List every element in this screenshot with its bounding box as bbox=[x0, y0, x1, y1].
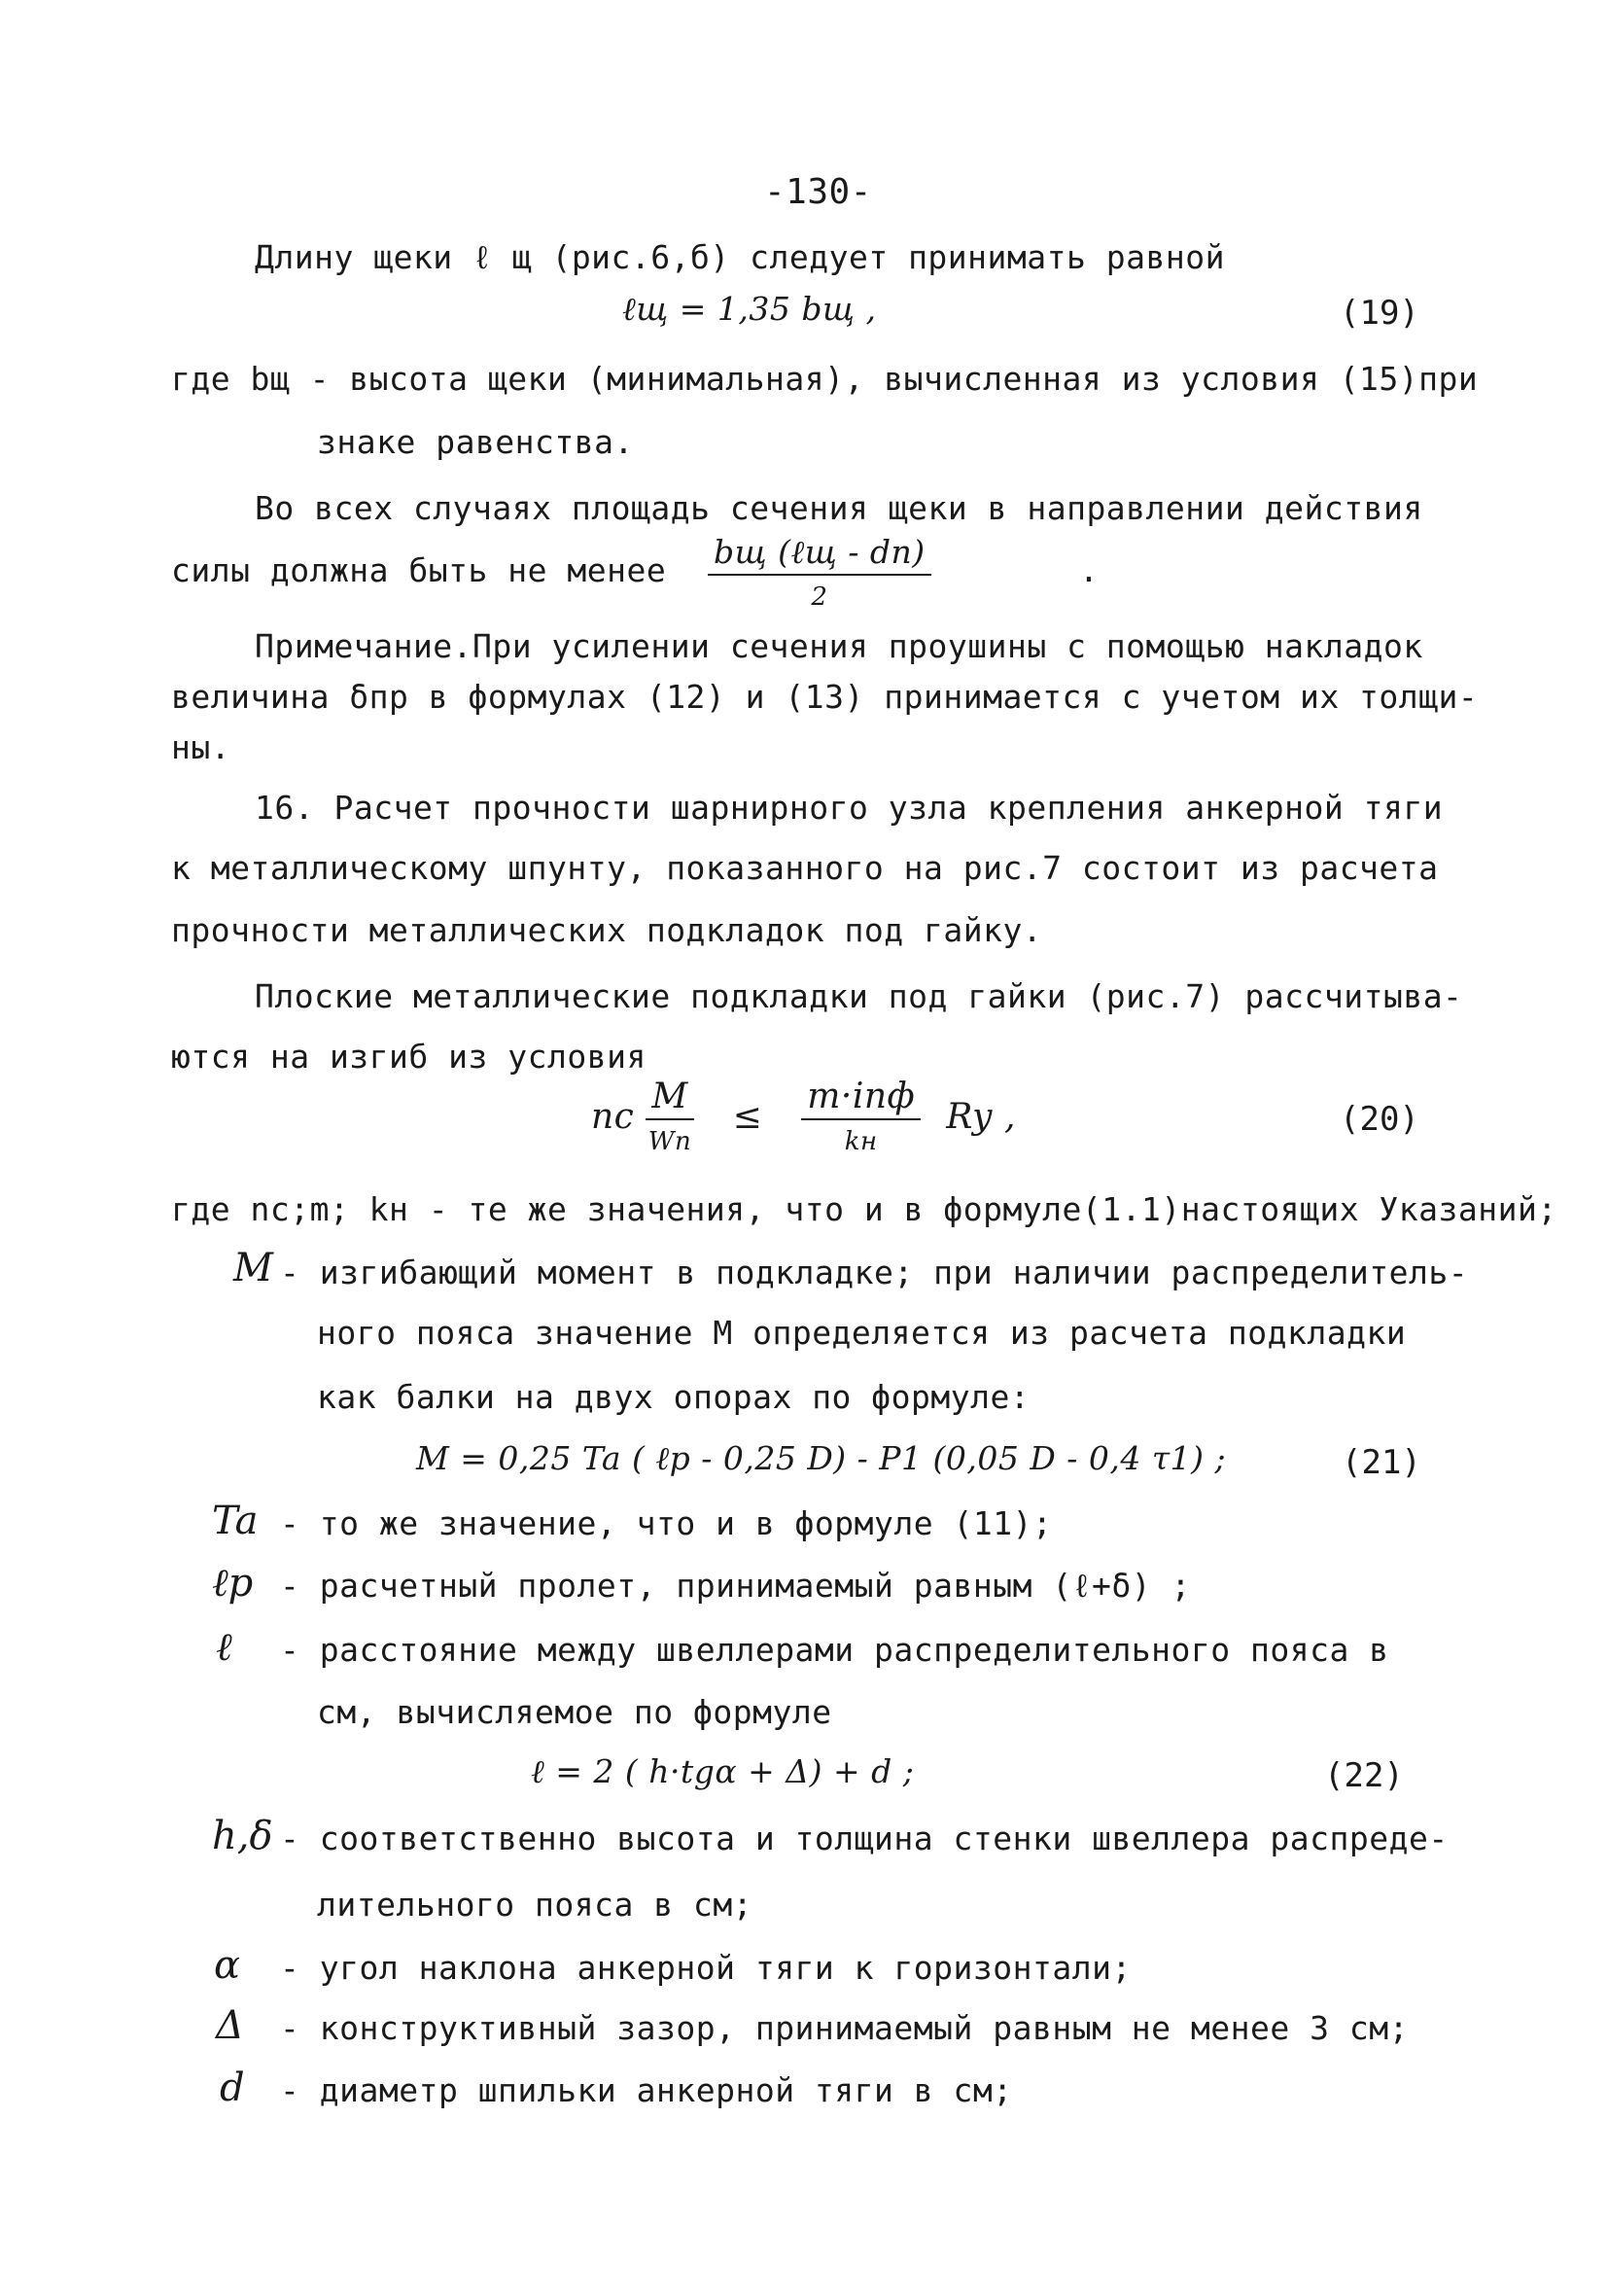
eq20-rhs-tail: Ry , bbox=[946, 1097, 1016, 1137]
formula-21: M = 0,25 Ta ( ℓp - 0,25 D) - P1 (0,05 D - 0,4 τ1) ; bbox=[416, 1439, 1227, 1477]
formula-20 bbox=[591, 1077, 1016, 1161]
definition-lp: - расчетный пролет, принимаемый равным (ℓ+δ) ; bbox=[280, 1567, 1191, 1605]
pads-line-2: ются на изгиб из условия bbox=[171, 1038, 647, 1076]
p1-where-line-1: где bщ - высота щеки (минимальная), вычисленная из условия (15)при bbox=[171, 360, 1479, 398]
symbol-Ta: Ta bbox=[212, 1499, 259, 1543]
section-16-line-1: 16. Расчет прочности шарнирного узла крепления анкерной тяги bbox=[255, 789, 1444, 827]
symbol-l: ℓ bbox=[216, 1625, 232, 1670]
definition-delta-gap: - конструктивный зазор, принимаемый равным не менее 3 см; bbox=[280, 2009, 1409, 2047]
eq20-rhs-denominator: kн bbox=[844, 1127, 878, 1156]
pads-line-1: Плоские металлические подкладки под гайки (рис.7) рассчитыва- bbox=[255, 977, 1463, 1015]
symbol-h-delta: h,δ bbox=[212, 1814, 273, 1858]
p2-line-1: Во всех случаях площадь сечения щеки в направлении действия bbox=[255, 489, 1423, 527]
section-16-line-3: прочности металлических подкладок под гайку. bbox=[171, 911, 1043, 949]
definition-l-line-2: см, вычисляемое по формуле bbox=[317, 1693, 832, 1731]
definition-alpha: - угол наклона анкерной тяги к горизонтали; bbox=[280, 1949, 1132, 1987]
p2-period: . bbox=[1079, 551, 1100, 589]
symbol-alpha: α bbox=[214, 1943, 241, 1988]
note-line-1: Примечание.При усилении сечения проушины с помощью накладок bbox=[255, 627, 1423, 665]
area-fraction-denominator: 2 bbox=[811, 583, 828, 612]
formula-19: ℓщ = 1,35 bщ , bbox=[622, 290, 877, 328]
definition-Ta: - то же значение, что и в формуле (11); bbox=[280, 1504, 1053, 1542]
definition-M-line-1: - изгибающий момент в подкладке; при наличии распределитель- bbox=[280, 1254, 1469, 1291]
definition-d: - диаметр шпильки анкерной тяги в см; bbox=[280, 2071, 1013, 2109]
equation-number-19: (19) bbox=[1340, 294, 1419, 333]
note-line-3: ны. bbox=[171, 728, 231, 766]
definition-M-line-3: как балки на двух опорах по формуле: bbox=[317, 1378, 1031, 1416]
definition-h-delta-line-1: - соответственно высота и толщина стенки швеллера распреде- bbox=[280, 1819, 1449, 1857]
equation-number-20: (20) bbox=[1340, 1100, 1419, 1139]
eq20-lhs-denominator: Wп bbox=[647, 1127, 692, 1156]
section-16-line-2: к металлическому шпунту, показанного на рис.7 состоит из расчета bbox=[171, 849, 1439, 887]
definition-nc-m-kn: где nc;m; kн - те же значения, что и в формуле(1.1)настоящих Указаний; bbox=[171, 1190, 1557, 1228]
definition-M-line-2: ного пояса значение M определяется из расчета подкладки bbox=[317, 1314, 1407, 1352]
eq20-operator: ≤ bbox=[732, 1097, 763, 1137]
eq20-coefficient: nc bbox=[591, 1097, 635, 1137]
eq20-lhs-numerator: M bbox=[646, 1077, 693, 1120]
symbol-M: M bbox=[233, 1246, 273, 1290]
equation-number-22: (22) bbox=[1324, 1756, 1404, 1795]
symbol-lp: ℓp bbox=[212, 1561, 254, 1606]
symbol-d: d bbox=[220, 2066, 245, 2110]
p1-where-line-2: знаке равенства. bbox=[317, 423, 634, 461]
note-line-2: величина δпр в формулах (12) и (13) принимается с учетом их толщи- bbox=[171, 678, 1479, 716]
definition-h-delta-line-2: лительного пояса в см; bbox=[317, 1886, 753, 1924]
area-fraction bbox=[708, 533, 931, 617]
eq20-rhs-numerator: m·inф bbox=[801, 1077, 921, 1120]
definition-l-line-1: - расстояние между швеллерами распределительного пояса в bbox=[280, 1631, 1389, 1669]
p2-line-2: силы должна быть не менее bbox=[171, 551, 667, 589]
symbol-delta-gap: Δ bbox=[216, 2003, 244, 2048]
p1-line-1: Длину щеки ℓ щ (рис.6,б) следует принимать равной bbox=[255, 238, 1225, 276]
equation-number-21: (21) bbox=[1342, 1443, 1421, 1482]
page-number: -130- bbox=[764, 172, 872, 212]
area-fraction-numerator: bщ (ℓщ - dп) bbox=[708, 533, 931, 576]
formula-22: ℓ = 2 ( h·tgα + Δ) + d ; bbox=[531, 1752, 915, 1790]
